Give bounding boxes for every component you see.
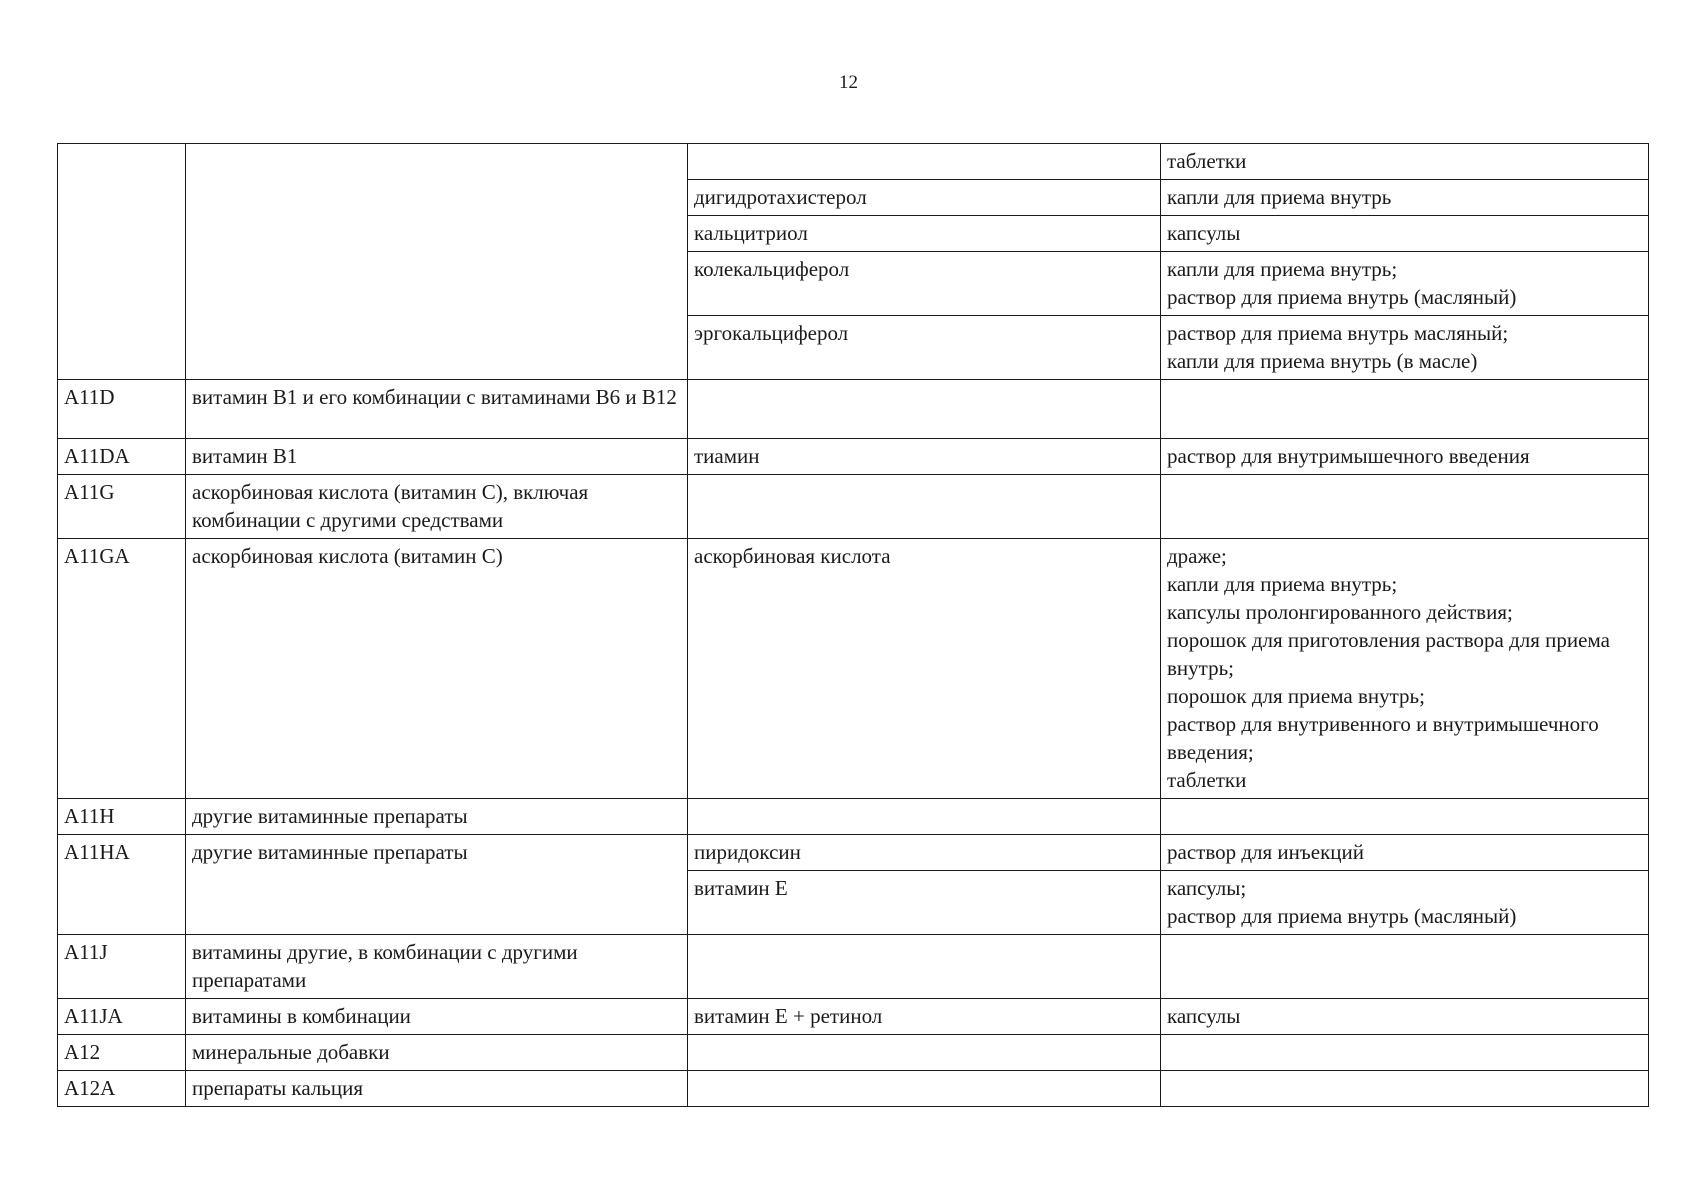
table-row <box>58 1071 1649 1107</box>
code-cell: А11GA <box>58 539 186 799</box>
dosage-form-cell: капли для приема внутрь <box>1161 180 1649 216</box>
group-cell: другие витаминные препараты <box>186 835 688 935</box>
dosage-form-cell <box>1161 1071 1649 1107</box>
dosage-form-cell <box>1161 935 1649 999</box>
dosage-form-cell <box>1161 475 1649 539</box>
table-row <box>58 144 1649 180</box>
dosage-form-cell: таблетки <box>1161 144 1649 180</box>
code-cell: А11DA <box>58 439 186 475</box>
dosage-form-cell <box>1161 380 1649 439</box>
group-cell: другие витаминные препараты <box>186 799 688 835</box>
code-cell: А11НА <box>58 835 186 935</box>
dosage-form-cell <box>1161 1035 1649 1071</box>
code-cell: А11JА <box>58 999 186 1035</box>
table-row <box>58 1035 1649 1071</box>
table-row <box>58 935 1649 999</box>
substance-cell <box>688 380 1161 439</box>
dosage-form-cell: драже; капли для приема внутрь; капсулы пролонгированного действия; порошок для приготовления раствора для приема внутрь; порошок для приема внутрь; раствор для внутривенного и внутримышечного введения; таблетки <box>1161 539 1649 799</box>
code-cell: А12 <box>58 1035 186 1071</box>
dosage-form-cell: капсулы <box>1161 999 1649 1035</box>
table-row <box>58 439 1649 475</box>
group-cell: витамин B1 и его комбинации с витаминами B6 и B12 <box>186 380 688 439</box>
substance-cell: тиамин <box>688 439 1161 475</box>
substance-cell: эргокальциферол <box>688 316 1161 380</box>
page-number: 12 <box>839 72 858 93</box>
dosage-form-cell: раствор для инъекций <box>1161 835 1649 871</box>
dosage-form-cell: капли для приема внутрь; раствор для приема внутрь (масляный) <box>1161 252 1649 316</box>
substance-cell: пиридоксин <box>688 835 1161 871</box>
substance-cell <box>688 475 1161 539</box>
table-row <box>58 999 1649 1035</box>
substance-cell: витамин Е + ретинол <box>688 999 1161 1035</box>
dosage-form-cell: капсулы; раствор для приема внутрь (масляный) <box>1161 871 1649 935</box>
table-row <box>58 475 1649 539</box>
group-cell <box>186 144 688 380</box>
group-cell: аскорбиновая кислота (витамин С), включая комбинации с другими средствами <box>186 475 688 539</box>
table-row <box>58 835 1649 871</box>
drug-table <box>57 143 1649 1107</box>
table-row <box>58 539 1649 799</box>
group-cell: витамин B1 <box>186 439 688 475</box>
group-cell: минеральные добавки <box>186 1035 688 1071</box>
substance-cell <box>688 144 1161 180</box>
substance-cell: аскорбиновая кислота <box>688 539 1161 799</box>
code-cell: А11G <box>58 475 186 539</box>
code-cell: А11D <box>58 380 186 439</box>
substance-cell <box>688 1071 1161 1107</box>
dosage-form-cell: раствор для приема внутрь масляный; капли для приема внутрь (в масле) <box>1161 316 1649 380</box>
code-cell: А12А <box>58 1071 186 1107</box>
dosage-form-cell: капсулы <box>1161 216 1649 252</box>
dosage-form-cell <box>1161 799 1649 835</box>
substance-cell: витамин Е <box>688 871 1161 935</box>
table-row <box>58 380 1649 439</box>
substance-cell <box>688 1035 1161 1071</box>
substance-cell <box>688 799 1161 835</box>
dosage-form-cell: раствор для внутримышечного введения <box>1161 439 1649 475</box>
substance-cell: колекальциферол <box>688 252 1161 316</box>
code-cell <box>58 144 186 380</box>
substance-cell <box>688 935 1161 999</box>
substance-cell: кальцитриол <box>688 216 1161 252</box>
substance-cell: дигидротахистерол <box>688 180 1161 216</box>
code-cell: А11Н <box>58 799 186 835</box>
group-cell: витамины другие, в комбинации с другими препаратами <box>186 935 688 999</box>
group-cell: витамины в комбинации <box>186 999 688 1035</box>
table-row <box>58 799 1649 835</box>
group-cell: аскорбиновая кислота (витамин С) <box>186 539 688 799</box>
group-cell: препараты кальция <box>186 1071 688 1107</box>
code-cell: А11J <box>58 935 186 999</box>
